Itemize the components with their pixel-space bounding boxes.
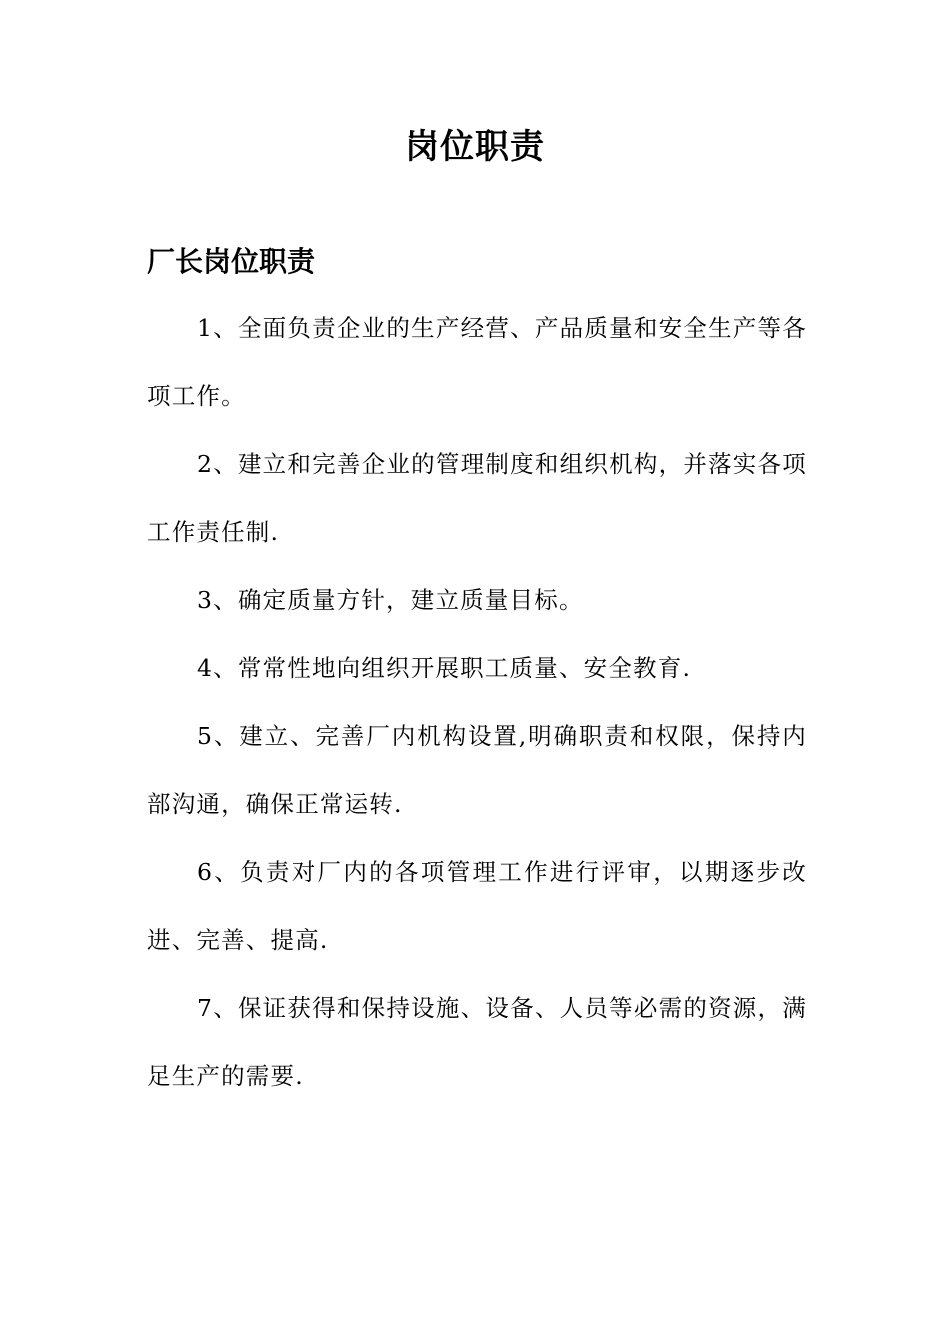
- section-heading-factory-director: 厂长岗位职责: [147, 245, 316, 278]
- responsibility-item-5: 5、建立、完善厂内机构设置,明确职责和权限，保持内部沟通，确保正常运转.: [147, 722, 807, 818]
- responsibility-item-3: 3、确定质量方针，建立质量目标。: [197, 586, 584, 614]
- responsibility-item-4: 4、常常性地向组织开展职工质量、安全教育.: [197, 654, 692, 682]
- document-title: 岗位职责: [405, 127, 545, 167]
- responsibility-item-7: 7、保证获得和保持设施、设备、人员等必需的资源，满足生产的需要.: [147, 994, 807, 1090]
- responsibility-item-6: 6、负责对厂内的各项管理工作进行评审，以期逐步改进、完善、提高.: [147, 858, 807, 954]
- responsibility-item-2: 2、建立和完善企业的管理制度和组织机构，并落实各项工作责任制.: [147, 450, 807, 546]
- responsibility-list: [147, 294, 807, 1110]
- responsibility-item-1: 1、全面负责企业的生产经营、产品质量和安全生产等各项工作。: [147, 314, 807, 410]
